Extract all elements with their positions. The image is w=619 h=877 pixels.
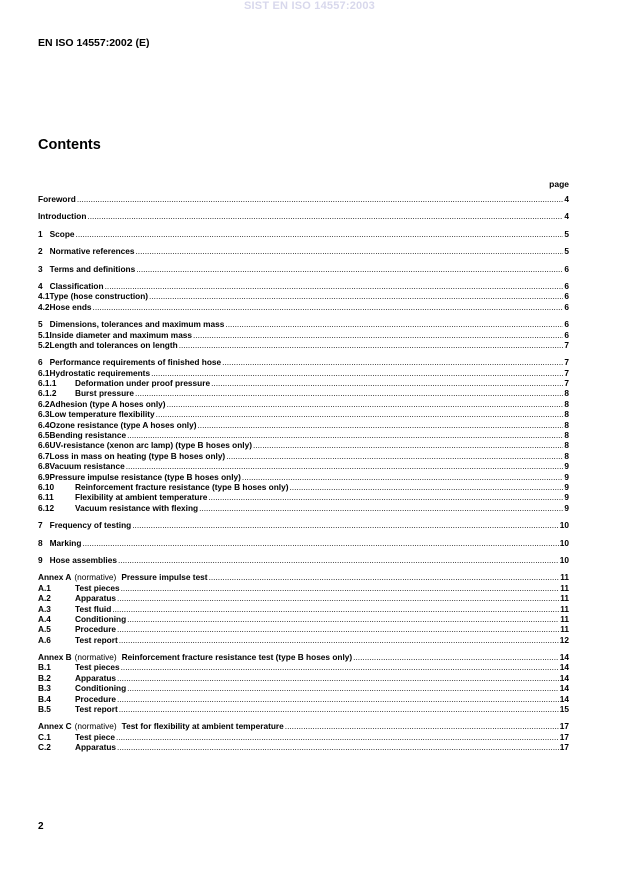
toc-entry-number: 4 <box>38 280 43 291</box>
toc-entry-number: 6.8 <box>38 461 50 472</box>
toc-entry-number: 6 <box>38 357 43 368</box>
toc-entry-number: 5.2 <box>38 339 50 350</box>
toc-entry-number: A.5 <box>38 624 51 635</box>
toc-entry[interactable] <box>38 673 569 683</box>
toc-entry[interactable] <box>38 492 569 502</box>
toc-entry-page: 6 <box>564 319 569 330</box>
annex-qualifier: (normative) <box>74 721 117 732</box>
dot-leader <box>285 721 559 731</box>
toc-entry[interactable] <box>38 742 569 752</box>
dot-leader <box>136 264 563 274</box>
dot-leader <box>82 538 558 548</box>
toc-entry[interactable] <box>38 614 569 624</box>
toc-entry-number: B.3 <box>38 683 51 694</box>
dot-leader <box>119 635 559 645</box>
dot-leader <box>193 330 563 340</box>
dot-leader <box>117 624 559 634</box>
toc-entry-title: Procedure <box>75 624 117 635</box>
toc-entry-number: 4.1 <box>38 291 50 302</box>
toc-entry-number: A.1 <box>38 582 51 593</box>
toc-entry-title: Foreword <box>38 194 76 204</box>
toc-entry-number: B.5 <box>38 704 51 715</box>
toc-entry-title: Length and tolerances on length <box>49 339 178 350</box>
toc-entry-page: 6 <box>564 291 569 302</box>
toc-entry[interactable] <box>38 420 569 430</box>
toc-entry[interactable] <box>38 572 569 582</box>
toc-entry-page: 4 <box>564 194 569 204</box>
toc-entry-page: 8 <box>564 440 569 451</box>
toc-entry-title: Conditioning <box>75 613 127 624</box>
toc-entry-page: 6 <box>564 263 569 274</box>
toc-entry[interactable] <box>38 194 569 204</box>
dot-leader <box>197 420 563 430</box>
toc-entry-page: 15 <box>559 704 569 715</box>
toc-entry-title: Test pieces <box>75 582 120 593</box>
toc-entry-number: Annex A <box>38 572 72 583</box>
toc-entry-title: Test report <box>75 704 118 715</box>
toc-entry-page: 4 <box>564 211 569 222</box>
toc-entry-title: Pressure impulse test <box>121 572 208 583</box>
toc-entry-number: 6.2 <box>38 398 50 409</box>
toc-entry[interactable] <box>38 246 569 256</box>
toc-entry-page: 7 <box>564 339 569 350</box>
toc-entry-page: 6 <box>564 329 569 340</box>
dot-leader <box>135 246 563 256</box>
toc-entry-title: Performance requirements of finished hose <box>49 357 222 368</box>
toc-entry-title: Apparatus <box>75 742 117 753</box>
toc-entry-page: 10 <box>559 554 569 565</box>
toc-entry[interactable] <box>38 368 569 378</box>
toc-entry[interactable] <box>38 264 569 274</box>
toc-entry[interactable] <box>38 583 569 593</box>
toc-entry-title: Apparatus <box>75 593 117 604</box>
toc-entry[interactable] <box>38 694 569 704</box>
toc-entry[interactable] <box>38 291 569 301</box>
dot-leader <box>135 388 563 398</box>
toc-entry-number: A.6 <box>38 634 51 645</box>
toc-entry-title: Reinforcement fracture resistance test (type B hoses only) <box>121 652 353 663</box>
toc-entry-page: 11 <box>560 582 569 593</box>
page-number: 2 <box>38 821 44 832</box>
dot-leader <box>167 399 564 409</box>
toc-entry-page: 8 <box>564 398 569 409</box>
toc-entry-number: 6.4 <box>38 419 50 430</box>
toc-entry-page: 11 <box>560 624 569 635</box>
toc-entry-number: 2 <box>38 246 43 257</box>
dot-leader <box>209 572 560 582</box>
toc-entry-number: 3 <box>38 263 43 274</box>
toc-entry-page: 5 <box>564 228 569 239</box>
dot-leader <box>105 281 564 291</box>
toc-entry[interactable] <box>38 503 569 513</box>
toc-entry[interactable] <box>38 624 569 634</box>
toc-entry[interactable] <box>38 704 569 714</box>
toc-entry-page: 17 <box>559 721 569 732</box>
toc-entry-title: Bending resistance <box>49 430 127 441</box>
toc-entry-number: Annex C <box>38 721 72 732</box>
toc-entry-page: 7 <box>564 357 569 368</box>
toc-entry-page: 11 <box>560 603 569 614</box>
toc-entry-page: 6 <box>564 301 569 312</box>
toc-entry[interactable] <box>38 330 569 340</box>
toc-entry-page: 8 <box>564 388 569 399</box>
toc-entry-page: 9 <box>564 492 569 503</box>
toc-entry[interactable] <box>38 472 569 482</box>
toc-entry-title: Pressure impulse resistance (type B hoses only) <box>49 471 241 482</box>
toc-entry-title: Frequency of testing <box>49 520 132 531</box>
dot-leader <box>121 662 559 672</box>
toc-entry-page: 8 <box>564 409 569 420</box>
toc-entry[interactable] <box>38 378 569 388</box>
dot-leader <box>179 340 564 350</box>
toc-entry[interactable] <box>38 451 569 461</box>
dot-leader <box>76 229 564 239</box>
toc-entry[interactable] <box>38 319 569 329</box>
toc-entry-number: 5 <box>38 319 43 330</box>
toc-entry-page: 5 <box>564 246 569 257</box>
toc-entry[interactable] <box>38 399 569 409</box>
toc-entry-number: B.1 <box>38 662 51 673</box>
toc-entry[interactable] <box>38 340 569 350</box>
toc-entry-page: 9 <box>564 481 569 492</box>
dot-leader <box>77 194 564 204</box>
toc-entry-title: Inside diameter and maximum mass <box>49 329 193 340</box>
dot-leader <box>118 555 559 565</box>
annex-qualifier: (normative) <box>74 572 117 583</box>
dot-leader <box>222 357 563 367</box>
toc-entry-title: Vacuum resistance with flexing <box>75 502 199 513</box>
toc-entry-number: 1 <box>38 228 43 239</box>
toc-entry-number: 6.9 <box>38 471 50 482</box>
toc-entry-title: Adhesion (type A hoses only) <box>49 398 166 409</box>
toc-entry-title: Test pieces <box>75 662 120 673</box>
toc-entry-title: Conditioning <box>75 683 127 694</box>
toc-entry-number: 6.1.1 <box>38 378 57 389</box>
toc-entry[interactable] <box>38 229 569 239</box>
toc-entry-number: Annex B <box>38 652 72 663</box>
toc-entry-number: A.3 <box>38 603 51 614</box>
toc-entry-page: 10 <box>559 520 569 531</box>
watermark: SIST EN ISO 14557:2003 <box>244 0 375 12</box>
table-of-contents <box>38 194 569 753</box>
toc-entry-title: Reinforcement fracture resistance (type B hoses only) <box>75 481 289 492</box>
toc-entry-page: 9 <box>564 471 569 482</box>
dot-leader <box>289 482 563 492</box>
toc-entry[interactable] <box>38 604 569 614</box>
toc-entry-number: 6.1.2 <box>38 388 57 399</box>
toc-entry-title: Normative references <box>49 246 135 257</box>
toc-entry[interactable] <box>38 721 569 731</box>
toc-entry-title: Apparatus <box>75 672 117 683</box>
toc-entry-number: 9 <box>38 554 43 565</box>
toc-entry-page: 11 <box>560 613 569 624</box>
dot-leader <box>149 291 563 301</box>
toc-entry-page: 14 <box>559 683 569 694</box>
toc-entry-number: A.2 <box>38 593 51 604</box>
toc-entry-title: Scope <box>49 228 75 239</box>
toc-entry-number: 5.1 <box>38 329 50 340</box>
dot-leader <box>93 302 564 312</box>
toc-entry[interactable] <box>38 555 569 565</box>
toc-entry-page: 7 <box>564 367 569 378</box>
dot-leader <box>132 520 559 530</box>
toc-entry-page: 14 <box>559 662 569 673</box>
toc-entry-page: 6 <box>564 280 569 291</box>
toc-entry-number: 6.1 <box>38 367 50 378</box>
toc-entry[interactable] <box>38 440 569 450</box>
toc-entry-number: 6.11 <box>38 492 54 503</box>
toc-entry-title: Dimensions, tolerances and maximum mass <box>49 319 225 330</box>
toc-entry-title: Introduction <box>38 211 87 222</box>
toc-entry-number: C.1 <box>38 731 51 742</box>
dot-leader <box>126 461 564 471</box>
dot-leader <box>117 593 559 603</box>
toc-entry-title: Ozone resistance (type A hoses only) <box>49 419 197 430</box>
toc-entry-title: Hose ends <box>49 301 92 312</box>
dot-leader <box>112 604 559 614</box>
toc-entry-page: 7 <box>564 378 569 389</box>
toc-entry-title: UV-resistance (xenon arc lamp) (type B hoses only) <box>49 440 252 451</box>
toc-entry-page: 9 <box>564 461 569 472</box>
toc-entry-number: 6.12 <box>38 502 55 513</box>
toc-entry-page: 14 <box>559 672 569 683</box>
toc-entry-page: 8 <box>564 419 569 430</box>
toc-entry-title: Burst pressure <box>75 388 135 399</box>
dot-leader <box>242 472 563 482</box>
toc-entry-page: 8 <box>564 450 569 461</box>
toc-entry[interactable] <box>38 683 569 693</box>
toc-entry-page: 10 <box>559 537 569 548</box>
dot-leader <box>208 492 563 502</box>
dot-leader <box>353 652 559 662</box>
toc-entry-title: Classification <box>49 280 104 291</box>
toc-entry-title: Terms and definitions <box>49 263 136 274</box>
toc-entry[interactable] <box>38 461 569 471</box>
dot-leader <box>87 211 563 221</box>
toc-entry-page: 12 <box>559 634 569 645</box>
toc-entry-number: 6.6 <box>38 440 50 451</box>
toc-entry-number: 7 <box>38 520 43 531</box>
toc-entry-title: Test fluid <box>75 603 112 614</box>
toc-entry-number: B.2 <box>38 672 51 683</box>
toc-entry-number: 6.3 <box>38 409 50 420</box>
toc-entry-title: Hydrostatic requirements <box>49 367 151 378</box>
toc-entry-title: Procedure <box>75 693 117 704</box>
dot-leader <box>211 378 563 388</box>
dot-leader <box>127 614 559 624</box>
toc-entry[interactable] <box>38 302 569 312</box>
toc-entry-number: 6.7 <box>38 450 50 461</box>
toc-entry-number: A.4 <box>38 613 51 624</box>
toc-entry-title: Test piece <box>75 731 115 742</box>
toc-entry-page: 14 <box>559 693 569 704</box>
toc-entry[interactable] <box>38 635 569 645</box>
dot-leader <box>117 694 559 704</box>
dot-leader <box>253 440 563 450</box>
dot-leader <box>199 503 563 513</box>
toc-entry-page: 11 <box>560 572 569 583</box>
dot-leader <box>151 368 563 378</box>
toc-entry[interactable] <box>38 409 569 419</box>
dot-leader <box>156 409 564 419</box>
toc-entry-title: Type (hose construction) <box>49 291 149 302</box>
annex-qualifier: (normative) <box>74 652 117 663</box>
dot-leader <box>119 704 559 714</box>
toc-entry-title: Flexibility at ambient temperature <box>75 492 208 503</box>
toc-entry-page: 8 <box>564 430 569 441</box>
dot-leader <box>127 430 563 440</box>
toc-entry[interactable] <box>38 593 569 603</box>
page-column-label: page <box>549 179 569 189</box>
toc-entry[interactable] <box>38 211 569 221</box>
toc-entry-number: 4.2 <box>38 301 50 312</box>
toc-entry[interactable] <box>38 388 569 398</box>
toc-entry-page: 9 <box>564 502 569 513</box>
dot-leader <box>116 732 559 742</box>
toc-entry-title: Test report <box>75 634 118 645</box>
toc-entry[interactable] <box>38 357 569 367</box>
contents-title: Contents <box>38 137 101 153</box>
toc-entry-page: 17 <box>559 742 569 753</box>
toc-entry-title: Low temperature flexibility <box>49 409 155 420</box>
toc-entry[interactable] <box>38 281 569 291</box>
toc-entry-title: Loss in mass on heating (type B hoses only) <box>49 450 226 461</box>
toc-entry-title: Test for flexibility at ambient temperature <box>121 721 284 732</box>
toc-entry-title: Deformation under proof pressure <box>75 378 211 389</box>
toc-entry[interactable] <box>38 652 569 662</box>
toc-entry[interactable] <box>38 538 569 548</box>
dot-leader <box>226 451 563 461</box>
toc-entry-title: Vacuum resistance <box>49 461 125 472</box>
toc-entry-title: Hose assemblies <box>49 554 117 565</box>
toc-entry-page: 17 <box>559 731 569 742</box>
toc-entry[interactable] <box>38 520 569 530</box>
toc-entry[interactable] <box>38 482 569 492</box>
toc-entry[interactable] <box>38 430 569 440</box>
toc-entry-number: 6.10 <box>38 481 55 492</box>
toc-entry-number: 6.5 <box>38 430 50 441</box>
toc-entry[interactable] <box>38 732 569 742</box>
dot-leader <box>225 319 563 329</box>
document-id: EN ISO 14557:2002 (E) <box>38 37 150 49</box>
dot-leader <box>121 583 560 593</box>
toc-entry-title: Marking <box>49 537 82 548</box>
toc-entry-number: B.4 <box>38 693 51 704</box>
toc-entry-number: C.2 <box>38 742 51 753</box>
toc-entry-page: 11 <box>560 593 569 604</box>
toc-entry-number: 8 <box>38 537 43 548</box>
toc-entry-page: 14 <box>559 652 569 663</box>
toc-entry[interactable] <box>38 662 569 672</box>
dot-leader <box>117 742 559 752</box>
dot-leader <box>117 673 559 683</box>
dot-leader <box>127 683 559 693</box>
